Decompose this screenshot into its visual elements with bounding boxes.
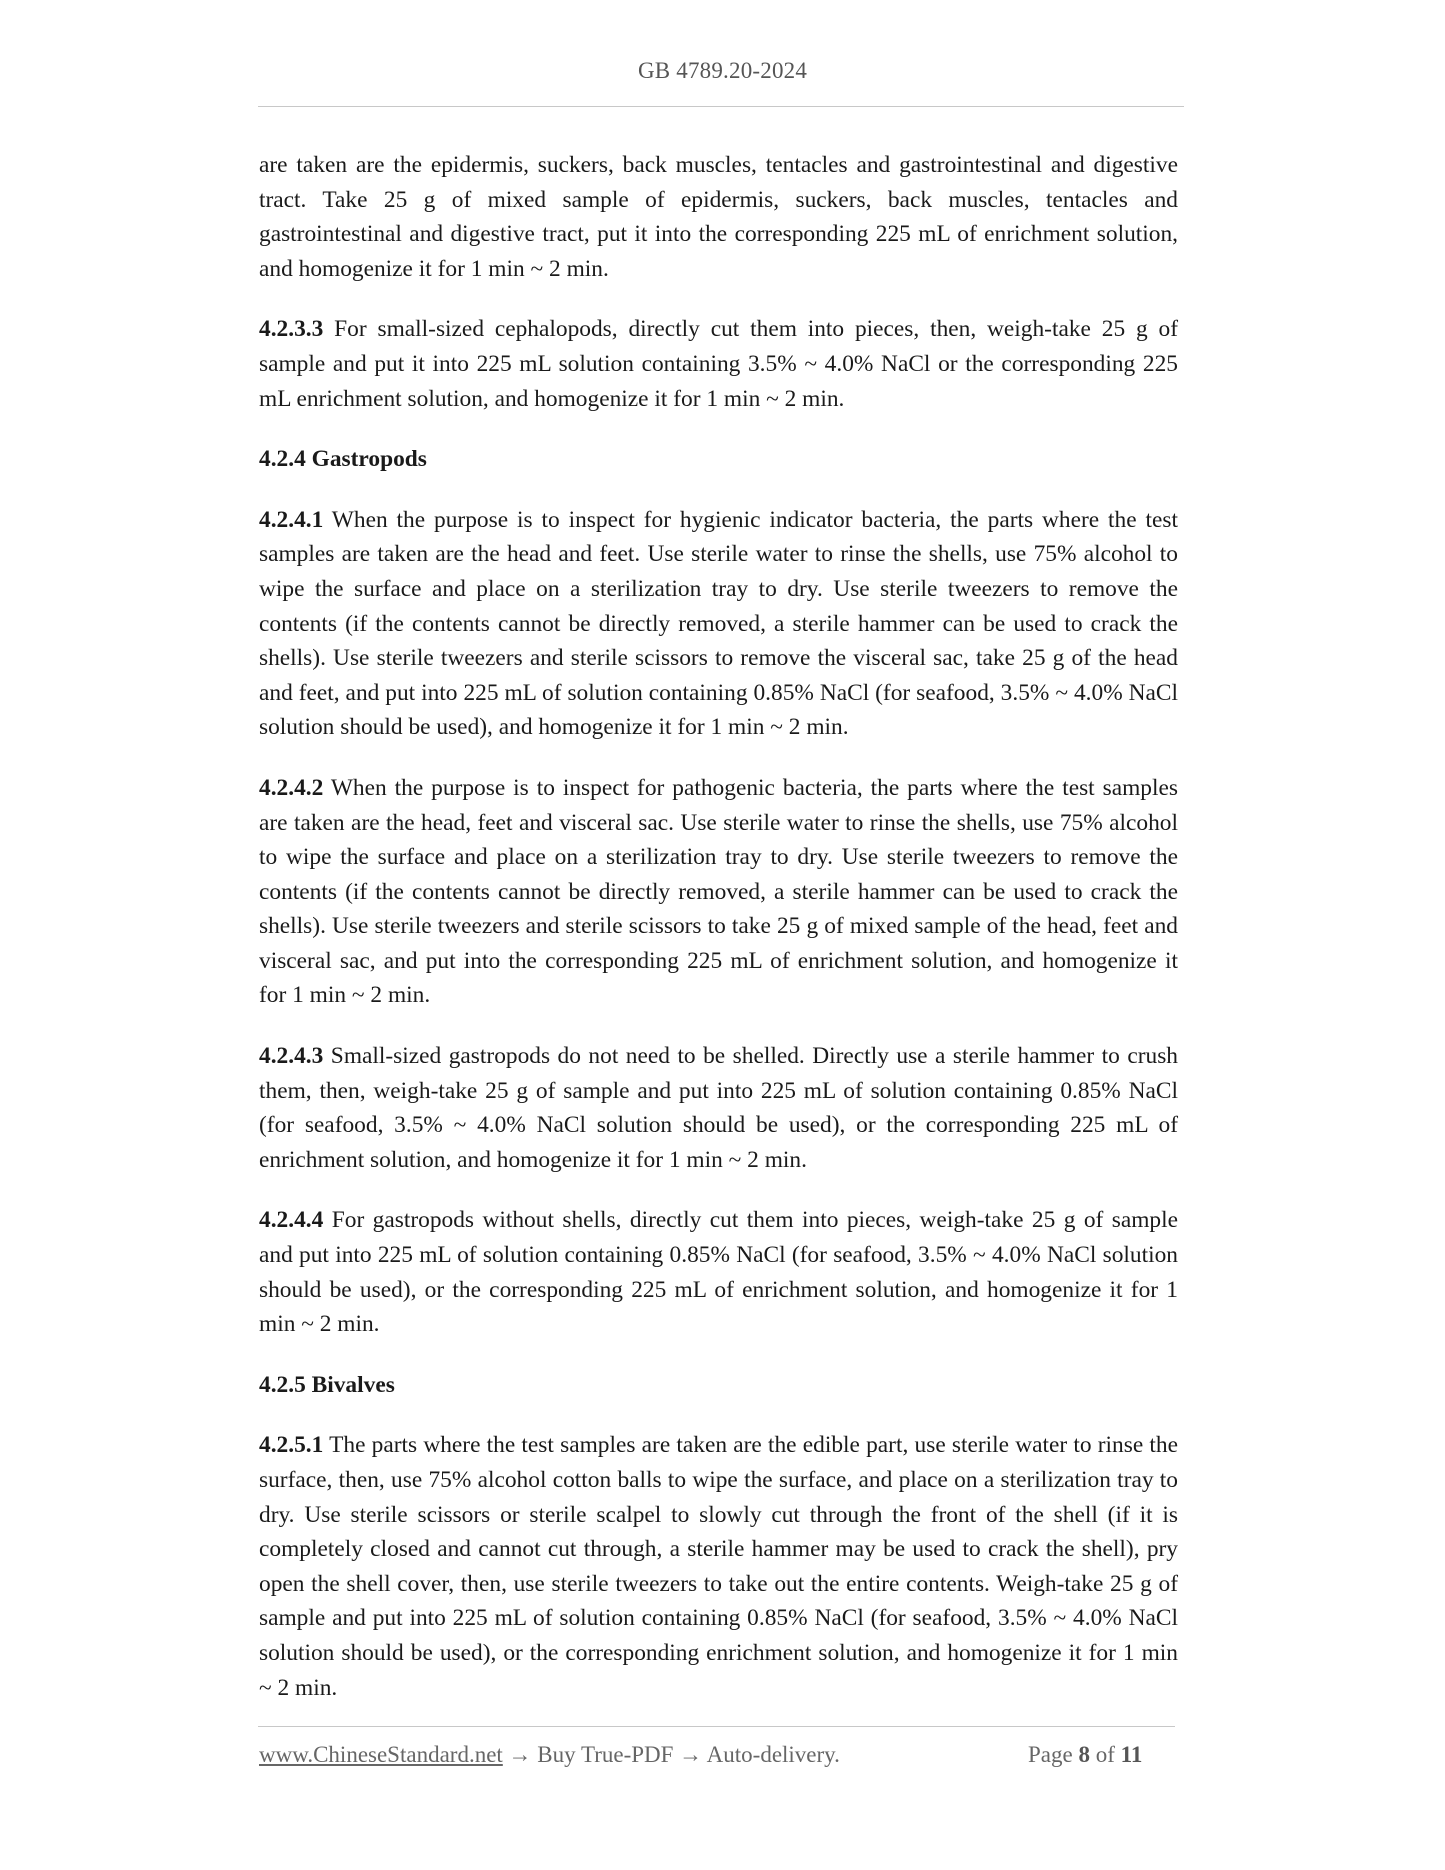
page-total: 11: [1120, 1742, 1143, 1767]
paragraph-text: are taken are the epidermis, suckers, back muscles, tentacles and gastrointestinal and digestive tract. Take 25 g of mixed sample of epidermis, suckers, back muscles, tentacles and gastrointestinal and digestive tract, put it into the corresponding 225 mL of enrichment solution, and homogenize it for 1 min ~ 2 min.: [259, 152, 1178, 282]
page-of: of: [1089, 1742, 1121, 1767]
clause-number: 4.2.3.3: [259, 316, 324, 343]
clause-number: 4.2.4.1: [259, 506, 324, 533]
page-header: GB 4789.20-2024: [637, 58, 808, 83]
clause-text: The parts where the test samples are taken are the edible part, use sterile water to rinse the surface, then, use 75% alcohol cotton balls to wipe the surface, and place on a sterilization tray to dry. Use sterile scissors or sterile scalpel to slowly cut through the front of the shell (if it is completely closed and cannot cut through, a sterile hammer may be used to crack the shell), pry open the shell cover, then, use sterile tweezers to take out the entire contents. Weigh-take 25 g of sample and put into 225 mL of solution containing 0.85% NaCl (for seafood, 3.5% ~ 4.0% NaCl solution should be used), or the corresponding enrichment solution, and homogenize it for 1 min ~ 2 min.: [259, 1432, 1178, 1701]
clause-text: For gastropods without shells, directly cut them into pieces, weigh-take 25 g of sample and put into 225 mL of solution containing 0.85% NaCl (for seafood, 3.5% ~ 4.0% NaCl solution should be used), or the corresponding 225 mL of enrichment solution, and homogenize it for 1 min ~ 2 min.: [259, 1207, 1178, 1338]
paragraph-continuation: [259, 148, 1178, 286]
clause-4-2-4-3: [259, 1039, 1178, 1177]
page-label: Page: [1028, 1742, 1079, 1767]
promo-text: → Buy True-PDF → Auto-delivery.: [502, 1742, 840, 1767]
clause-text: Small-sized gastropods do not need to be shelled. Directly use a sterile hammer to crush them, then, weigh-take 25 g of sample and put into 225 mL of solution containing 0.85% NaCl (for seafood, 3.5% ~ 4.0% NaCl solution should be used), or the corresponding 225 mL of enrichment solution, and homogenize it for 1 min ~ 2 min.: [259, 1043, 1178, 1173]
document-body: [259, 148, 1178, 1731]
page-current: 8: [1078, 1742, 1090, 1767]
clause-text: When the purpose is to inspect for pathogenic bacteria, the parts where the test samples are taken are the head, feet and visceral sac. Use sterile water to rinse the shells, use 75% alcohol to wipe the surface and place on a sterilization tray to dry. Use sterile tweezers to remove the contents (if the contents cannot be directly removed, a sterile hammer can be used to crack the shells). Use sterile tweezers and sterile scissors to take 25 g of mixed sample of the head, feet and visceral sac, and put into the corresponding 225 mL of enrichment solution, and homogenize it for 1 min ~ 2 min.: [259, 774, 1178, 1009]
section-heading-bivalves: 4.2.5 Bivalves: [259, 1371, 395, 1398]
clause-4-2-3-3: [259, 312, 1178, 416]
clause-number: 4.2.4.4: [259, 1207, 324, 1234]
footer-promo: [259, 1742, 840, 1768]
clause-4-2-4-1: [259, 503, 1178, 745]
header-divider: [258, 106, 1184, 107]
clause-4-2-5-1: [259, 1428, 1178, 1705]
clause-4-2-4-2: [259, 771, 1178, 1013]
footer-divider: [258, 1726, 1175, 1727]
section-heading-gastropods: 4.2.4 Gastropods: [259, 446, 427, 473]
clause-number: 4.2.5.1: [259, 1432, 324, 1459]
clause-4-2-4-4: [259, 1203, 1178, 1341]
clause-number: 4.2.4.3: [259, 1043, 324, 1070]
clause-text: When the purpose is to inspect for hygienic indicator bacteria, the parts where the test samples are taken are the head and feet. Use sterile water to rinse the shells, use 75% alcohol to wipe the surface and place on a sterilization tray to dry. Use sterile tweezers to remove the contents (if the contents cannot be directly removed, a sterile hammer can be used to crack the shells). Use sterile tweezers and sterile scissors to remove the visceral sac, take 25 g of the head and feet, and put into 225 mL of solution containing 0.85% NaCl (for seafood, 3.5% ~ 4.0% NaCl solution should be used), and homogenize it for 1 min ~ 2 min.: [259, 506, 1178, 741]
clause-number: 4.2.4.2: [259, 774, 324, 801]
site-link[interactable]: www.ChineseStandard.net: [259, 1742, 503, 1767]
clause-text: For small-sized cephalopods, directly cut them into pieces, then, weigh-take 25 g of sample and put it into 225 mL solution containing 3.5% ~ 4.0% NaCl or the corresponding 225 mL enrichment solution, and homogenize it for 1 min ~ 2 min.: [259, 316, 1178, 412]
page-indicator: [1028, 1742, 1142, 1768]
